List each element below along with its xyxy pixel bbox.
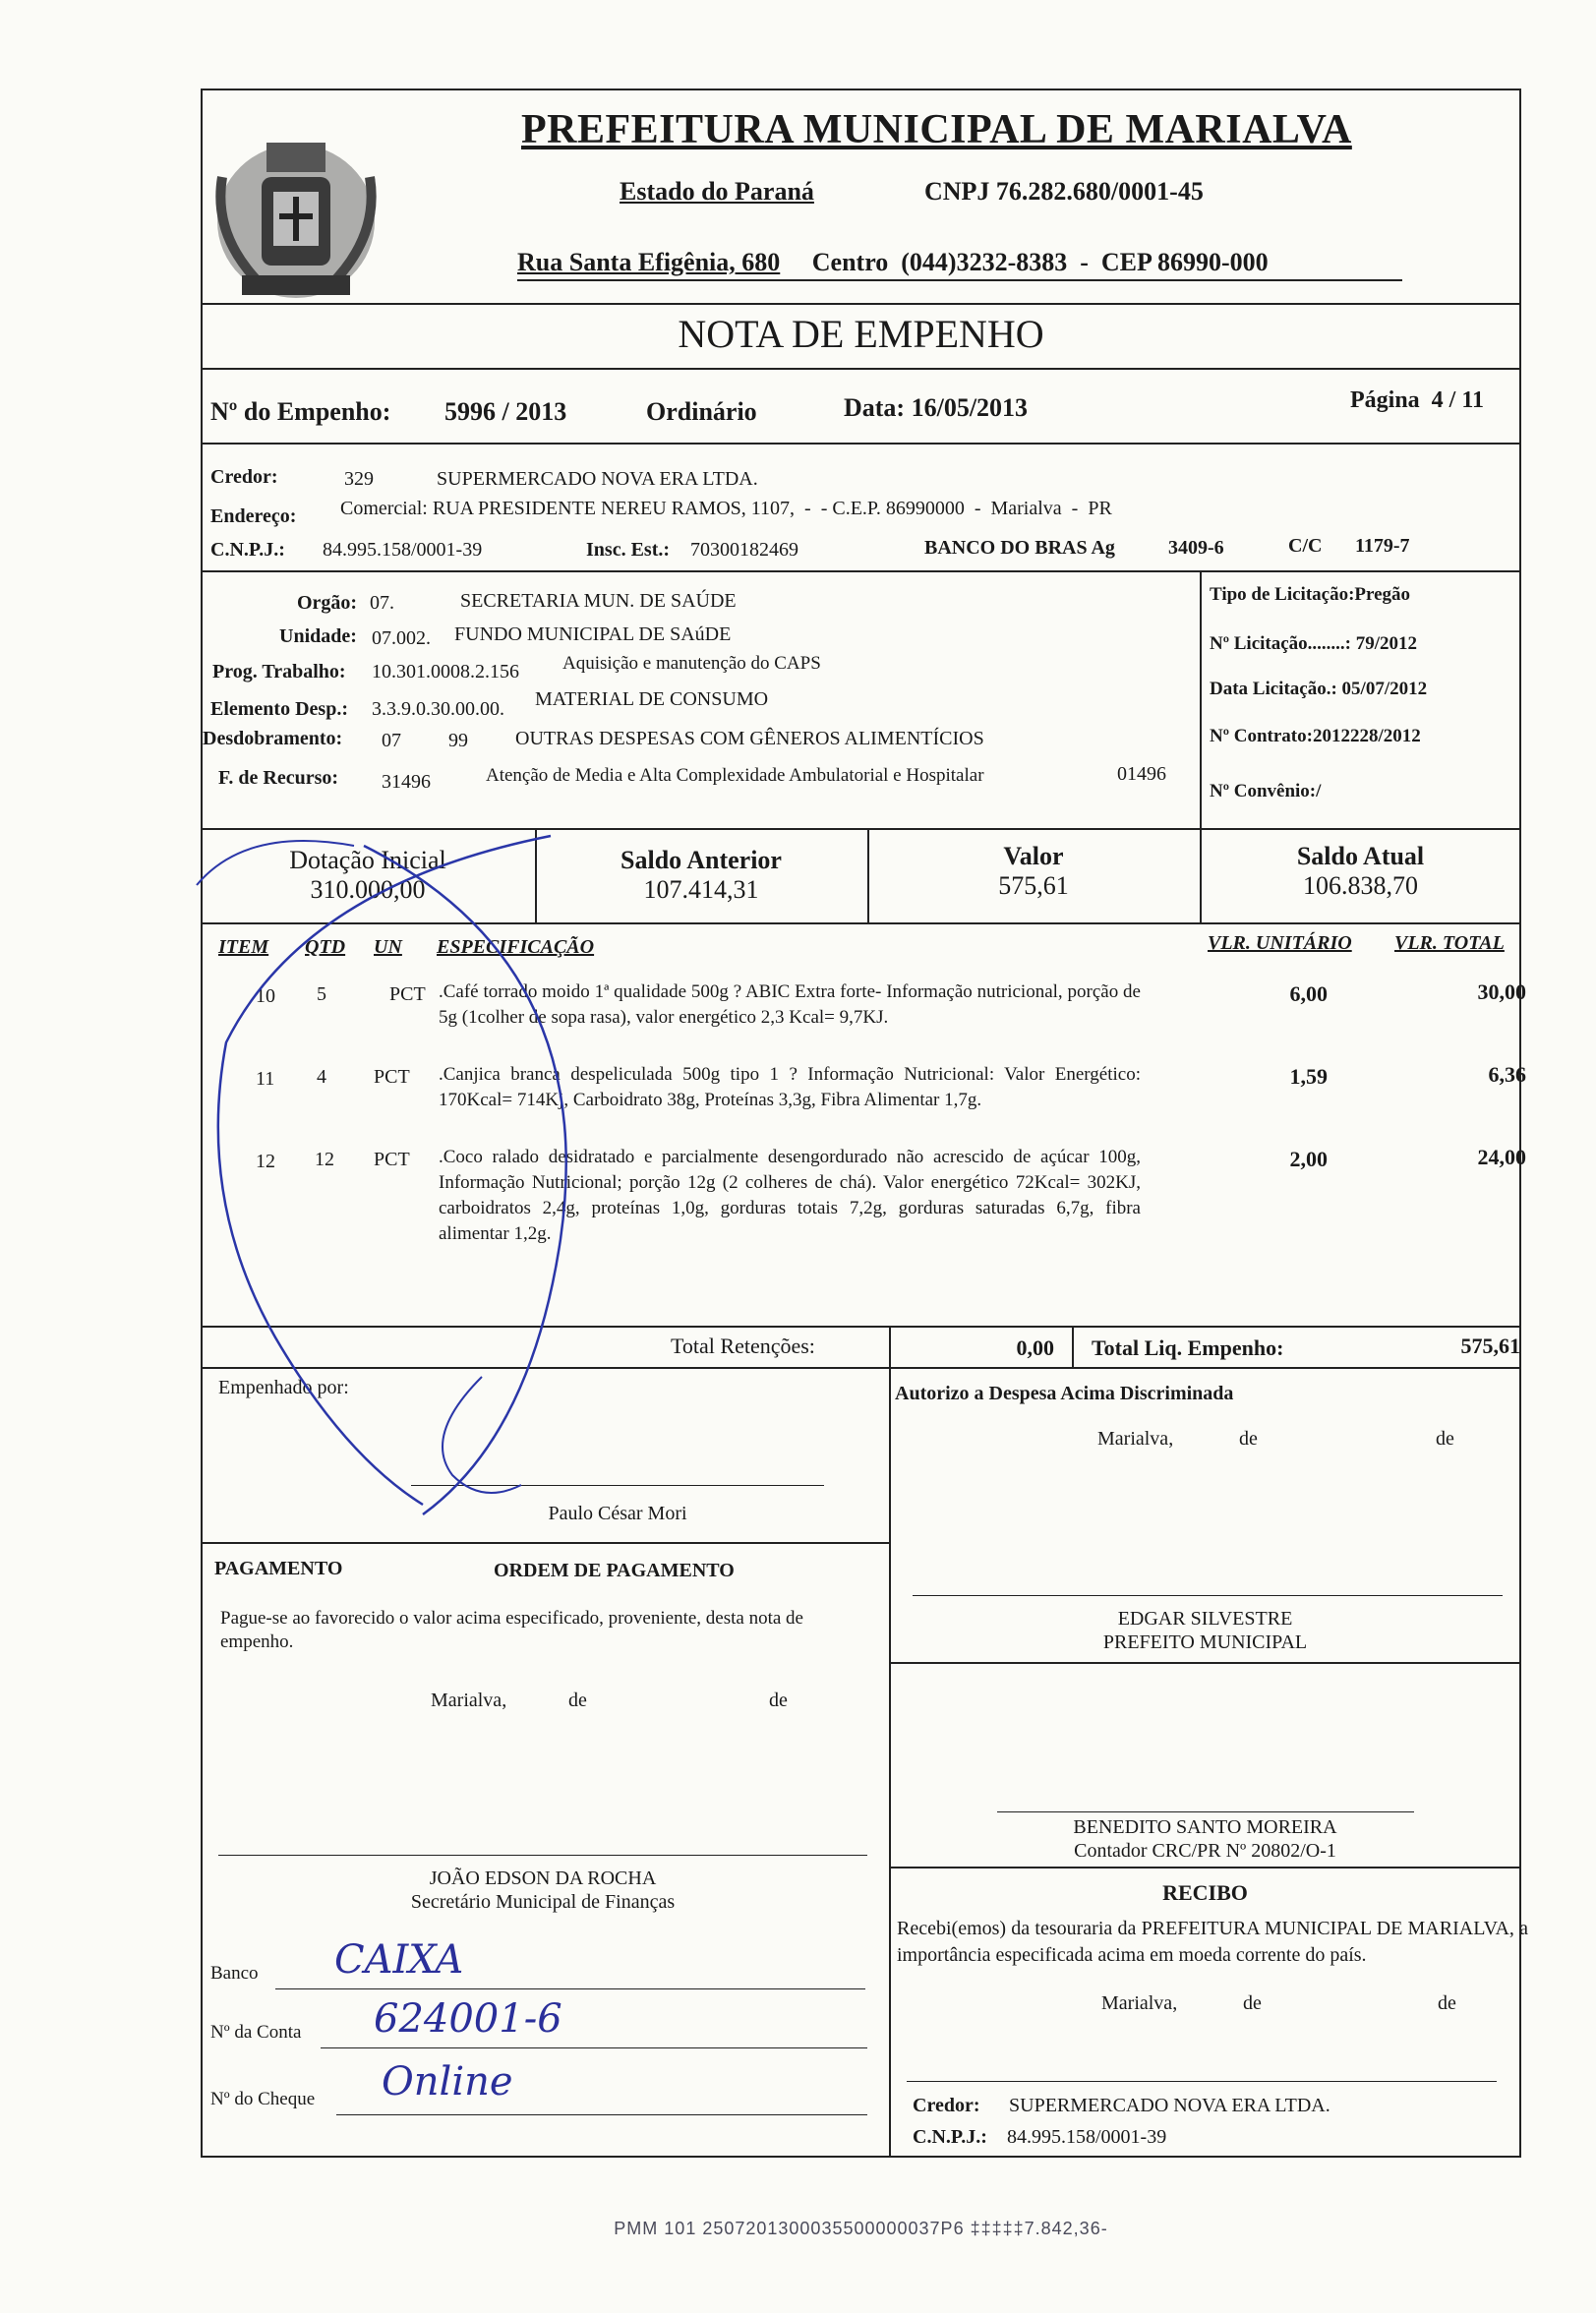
recibo-de1: de: [1243, 1992, 1262, 2014]
empenho-number: 5996 / 2013: [444, 397, 567, 426]
table-row-unit: 2,00: [1289, 1147, 1328, 1171]
credor-address: Comercial: RUA PRESIDENTE NEREU RAMOS, 1107, - - C.E.P. 86990000 - Marialva - PR: [340, 498, 1112, 519]
unidade-name: FUNDO MUNICIPAL DE SAúDE: [454, 623, 732, 645]
saldo-label: Dotação Inicial: [289, 846, 446, 874]
elemento-label: Elemento Desp.:: [210, 698, 348, 720]
saldo-atual: [1200, 842, 1521, 901]
empenhado-name: Paulo César Mori: [548, 1503, 687, 1524]
unidade-label: Unidade:: [279, 625, 357, 647]
page-number: Página 4 / 11: [1350, 387, 1485, 413]
recibo-cnpj-label: C.N.P.J.:: [913, 2126, 987, 2148]
empenho-number-label: Nº do Empenho:: [210, 397, 391, 426]
autorizo-label: Autorizo a Despesa Acima Discriminada: [895, 1383, 1234, 1404]
cheque-label: Nº do Cheque: [210, 2089, 316, 2109]
state-label: Estado do Paraná: [620, 177, 814, 206]
empenhado-label: Empenhado por:: [218, 1377, 349, 1398]
prog-name: Aquisição e manutenção do CAPS: [562, 653, 821, 674]
credor-code: 329: [344, 468, 374, 490]
orgao-name: SECRETARIA MUN. DE SAÚDE: [460, 590, 737, 612]
credor-cnpj: 84.995.158/0001-39: [323, 539, 483, 561]
recibo-title: RECIBO: [1162, 1880, 1248, 1905]
table-row-unit: 1,59: [1289, 1064, 1328, 1089]
col-item: ITEM: [218, 936, 269, 958]
prefeito-role: PREFEITO MUNICIPAL: [1102, 1631, 1308, 1653]
credor-cnpj-label: C.N.P.J.:: [210, 539, 285, 561]
credor-label: Credor:: [210, 466, 278, 488]
fonte-label: F. de Recurso:: [218, 767, 339, 789]
contador-role: Contador CRC/PR Nº 20802/O-1: [1074, 1840, 1336, 1862]
saldo-value: 107.414,31: [643, 875, 759, 904]
table-row-item: 12: [256, 1151, 275, 1172]
orgao-code: 07.: [370, 592, 394, 614]
fonte-code: 31496: [382, 771, 431, 793]
saldo-value: 106.838,70: [1303, 871, 1418, 900]
desdobramento-b: 99: [448, 730, 468, 751]
prog-code: 10.301.0008.2.156: [372, 661, 519, 682]
pen-mark-icon: [187, 826, 698, 1534]
saldo-label: Valor: [1003, 842, 1064, 870]
empenho-date: Data: 16/05/2013: [844, 393, 1029, 422]
col-unit-price: VLR. UNITÁRIO: [1208, 932, 1352, 954]
table-row-total: 6,36: [1488, 1062, 1526, 1087]
licitacao-contrato: Nº Contrato:2012228/2012: [1210, 726, 1421, 746]
prefeito-name: EDGAR SILVESTRE: [1117, 1608, 1293, 1630]
total-retencoes-label: Total Retenções:: [671, 1334, 815, 1358]
table-row-qtd: 4: [317, 1066, 326, 1088]
recibo-city: Marialva,: [1101, 1992, 1178, 2014]
table-row-desc: .Coco ralado desidratado e parcialmente desengordurado não acrescido de açúcar 100g, Informação Nutricional; porção 12g (2 colheres de chá). Valor energético 72Kcal= 302KJ, carboidratos 2,4g, proteínas 1,0g, gorduras totais 7,2g, gorduras saturadas 6,7g, fibra alimentar 1,2g.: [439, 1147, 1141, 1244]
table-row-total: 30,00: [1477, 979, 1526, 1004]
empenho-type: Ordinário: [646, 397, 757, 426]
pagamento-label: PAGAMENTO: [214, 1558, 343, 1579]
saldo-label: Saldo Anterior: [621, 846, 782, 874]
cc-value: 1179-7: [1355, 535, 1410, 557]
col-un: UN: [374, 936, 402, 958]
fonte-name: Atenção de Media e Alta Complexidade Ambulatorial e Hospitalar: [486, 765, 984, 786]
banco-handwriting: CAIXA: [334, 1937, 464, 1983]
unidade-code: 07.002.: [372, 627, 431, 649]
ordem-pagamento-label: ORDEM DE PAGAMENTO: [494, 1560, 735, 1581]
total-liq-label: Total Liq. Empenho:: [1092, 1335, 1284, 1360]
table-row-qtd: 5: [317, 983, 326, 1005]
prefeito-signature: [889, 1607, 1521, 1654]
autorizo-city: Marialva,: [1097, 1428, 1174, 1450]
col-spec: ESPECIFICAÇÃO: [437, 936, 595, 958]
bank-name: BANCO DO BRAS Ag: [924, 537, 1115, 559]
credor-name: SUPERMERCADO NOVA ERA LTDA.: [437, 468, 758, 490]
desdobramento-name: OUTRAS DESPESAS COM GÊNEROS ALIMENTÍCIOS: [515, 728, 984, 749]
contador-name: BENEDITO SANTO MOREIRA: [1073, 1816, 1337, 1838]
page-title: PREFEITURA MUNICIPAL DE MARIALVA: [521, 107, 1352, 152]
address-label: Endereço:: [210, 505, 297, 527]
prog-label: Prog. Trabalho:: [212, 661, 346, 682]
licitacao-convenio: Nº Convênio:/: [1210, 781, 1322, 801]
desdobramento-label: Desdobramento:: [203, 728, 343, 749]
secretario-signature: [218, 1867, 867, 1914]
recibo-text: Recebi(emos) da tesouraria da PREFEITURA MUNICIPAL DE MARIALVA, a importância especificada acima em moeda corrente do país.: [897, 1918, 1528, 1966]
secretario-name: JOÃO EDSON DA ROCHA: [429, 1868, 657, 1889]
table-row-un: PCT: [374, 1066, 410, 1088]
saldo-value: 575,61: [998, 871, 1069, 900]
conta-label: Nº da Conta: [210, 2022, 302, 2043]
elemento-code: 3.3.9.0.30.00.00.: [372, 698, 504, 720]
street-label: Rua Santa Efigênia, 680: [517, 248, 781, 276]
orgao-label: Orgão:: [297, 592, 358, 614]
table-row-un: PCT: [374, 1149, 410, 1170]
licitacao-data: Data Licitação.: 05/07/2012: [1210, 679, 1428, 699]
saldo-label: Saldo Atual: [1296, 842, 1425, 870]
footer-code: PMM 101 2507201300035500000037P6 ‡‡‡‡‡7.842,36-: [614, 2219, 1108, 2238]
district-phone-cep: Centro (044)3232-8383 - CEP 86990-000: [811, 248, 1269, 276]
total-retencoes-value: 0,00: [1016, 1335, 1054, 1360]
secretario-role: Secretário Municipal de Finanças: [410, 1891, 676, 1913]
pagamento-de1: de: [568, 1690, 587, 1711]
fonte-code-2: 01496: [1117, 763, 1166, 785]
table-row-item: 10: [256, 985, 275, 1007]
pagamento-de2: de: [769, 1690, 788, 1711]
saldo-value: 310.000,00: [310, 875, 426, 904]
saldo-valor: [867, 842, 1200, 901]
recibo-credor-label: Credor:: [913, 2095, 980, 2116]
insc-value: 70300182469: [690, 539, 798, 561]
recibo-de2: de: [1438, 1992, 1456, 2014]
col-qtd: QTD: [305, 936, 346, 958]
pagamento-city: Marialva,: [431, 1690, 507, 1711]
coat-of-arms-icon: [203, 118, 389, 315]
bank-agency: 3409-6: [1168, 537, 1224, 559]
address-line: [517, 248, 1402, 281]
elemento-name: MATERIAL DE CONSUMO: [535, 688, 769, 710]
conta-handwriting: 624001-6: [374, 1996, 562, 2042]
licitacao-tipo: Tipo de Licitação:Pregão: [1210, 584, 1411, 605]
contador-signature: [889, 1815, 1521, 1863]
insc-label: Insc. Est.:: [586, 539, 671, 561]
table-row-unit: 6,00: [1289, 981, 1328, 1006]
pagamento-text: Pague-se ao favorecido o valor acima especificado, proveniente, desta nota de empenho.: [220, 1608, 803, 1652]
doc-title: NOTA DE EMPENHO: [678, 312, 1044, 356]
recibo-credor-name: SUPERMERCADO NOVA ERA LTDA.: [1009, 2095, 1330, 2116]
autorizo-de2: de: [1436, 1428, 1454, 1450]
col-total: VLR. TOTAL: [1394, 932, 1505, 954]
recibo-cnpj: 84.995.158/0001-39: [1007, 2126, 1167, 2148]
table-row-desc: .Café torrado moido 1ª qualidade 500g ? ABIC Extra forte- Informação nutricional, porção de 5g (1colher de sopa rasa), valor energético 2,3 Kcal= 9,7KJ.: [439, 981, 1141, 1028]
cnpj-label: CNPJ 76.282.680/0001-45: [924, 177, 1204, 206]
table-row-total: 24,00: [1477, 1145, 1526, 1169]
cc-label: C/C: [1288, 535, 1323, 557]
table-row-desc: .Canjica branca despeliculada 500g tipo 1 ? Informação Nutricional: Valor Energético: 170Kcal= 714Kj, Carboidrato 38g, Proteínas 3,3g, Fibra Alimentar 1,7g.: [439, 1064, 1141, 1110]
licitacao-numero: Nº Licitação........: 79/2012: [1210, 633, 1418, 654]
table-row-item: 11: [256, 1068, 275, 1090]
desdobramento-a: 07: [382, 730, 401, 751]
autorizo-de1: de: [1239, 1428, 1258, 1450]
total-liq-value: 575,61: [1460, 1334, 1520, 1358]
table-row-un: PCT: [389, 983, 426, 1005]
cheque-handwriting: Online: [382, 2059, 513, 2105]
table-row-qtd: 12: [315, 1149, 334, 1170]
banco-label: Banco: [210, 1963, 259, 1984]
